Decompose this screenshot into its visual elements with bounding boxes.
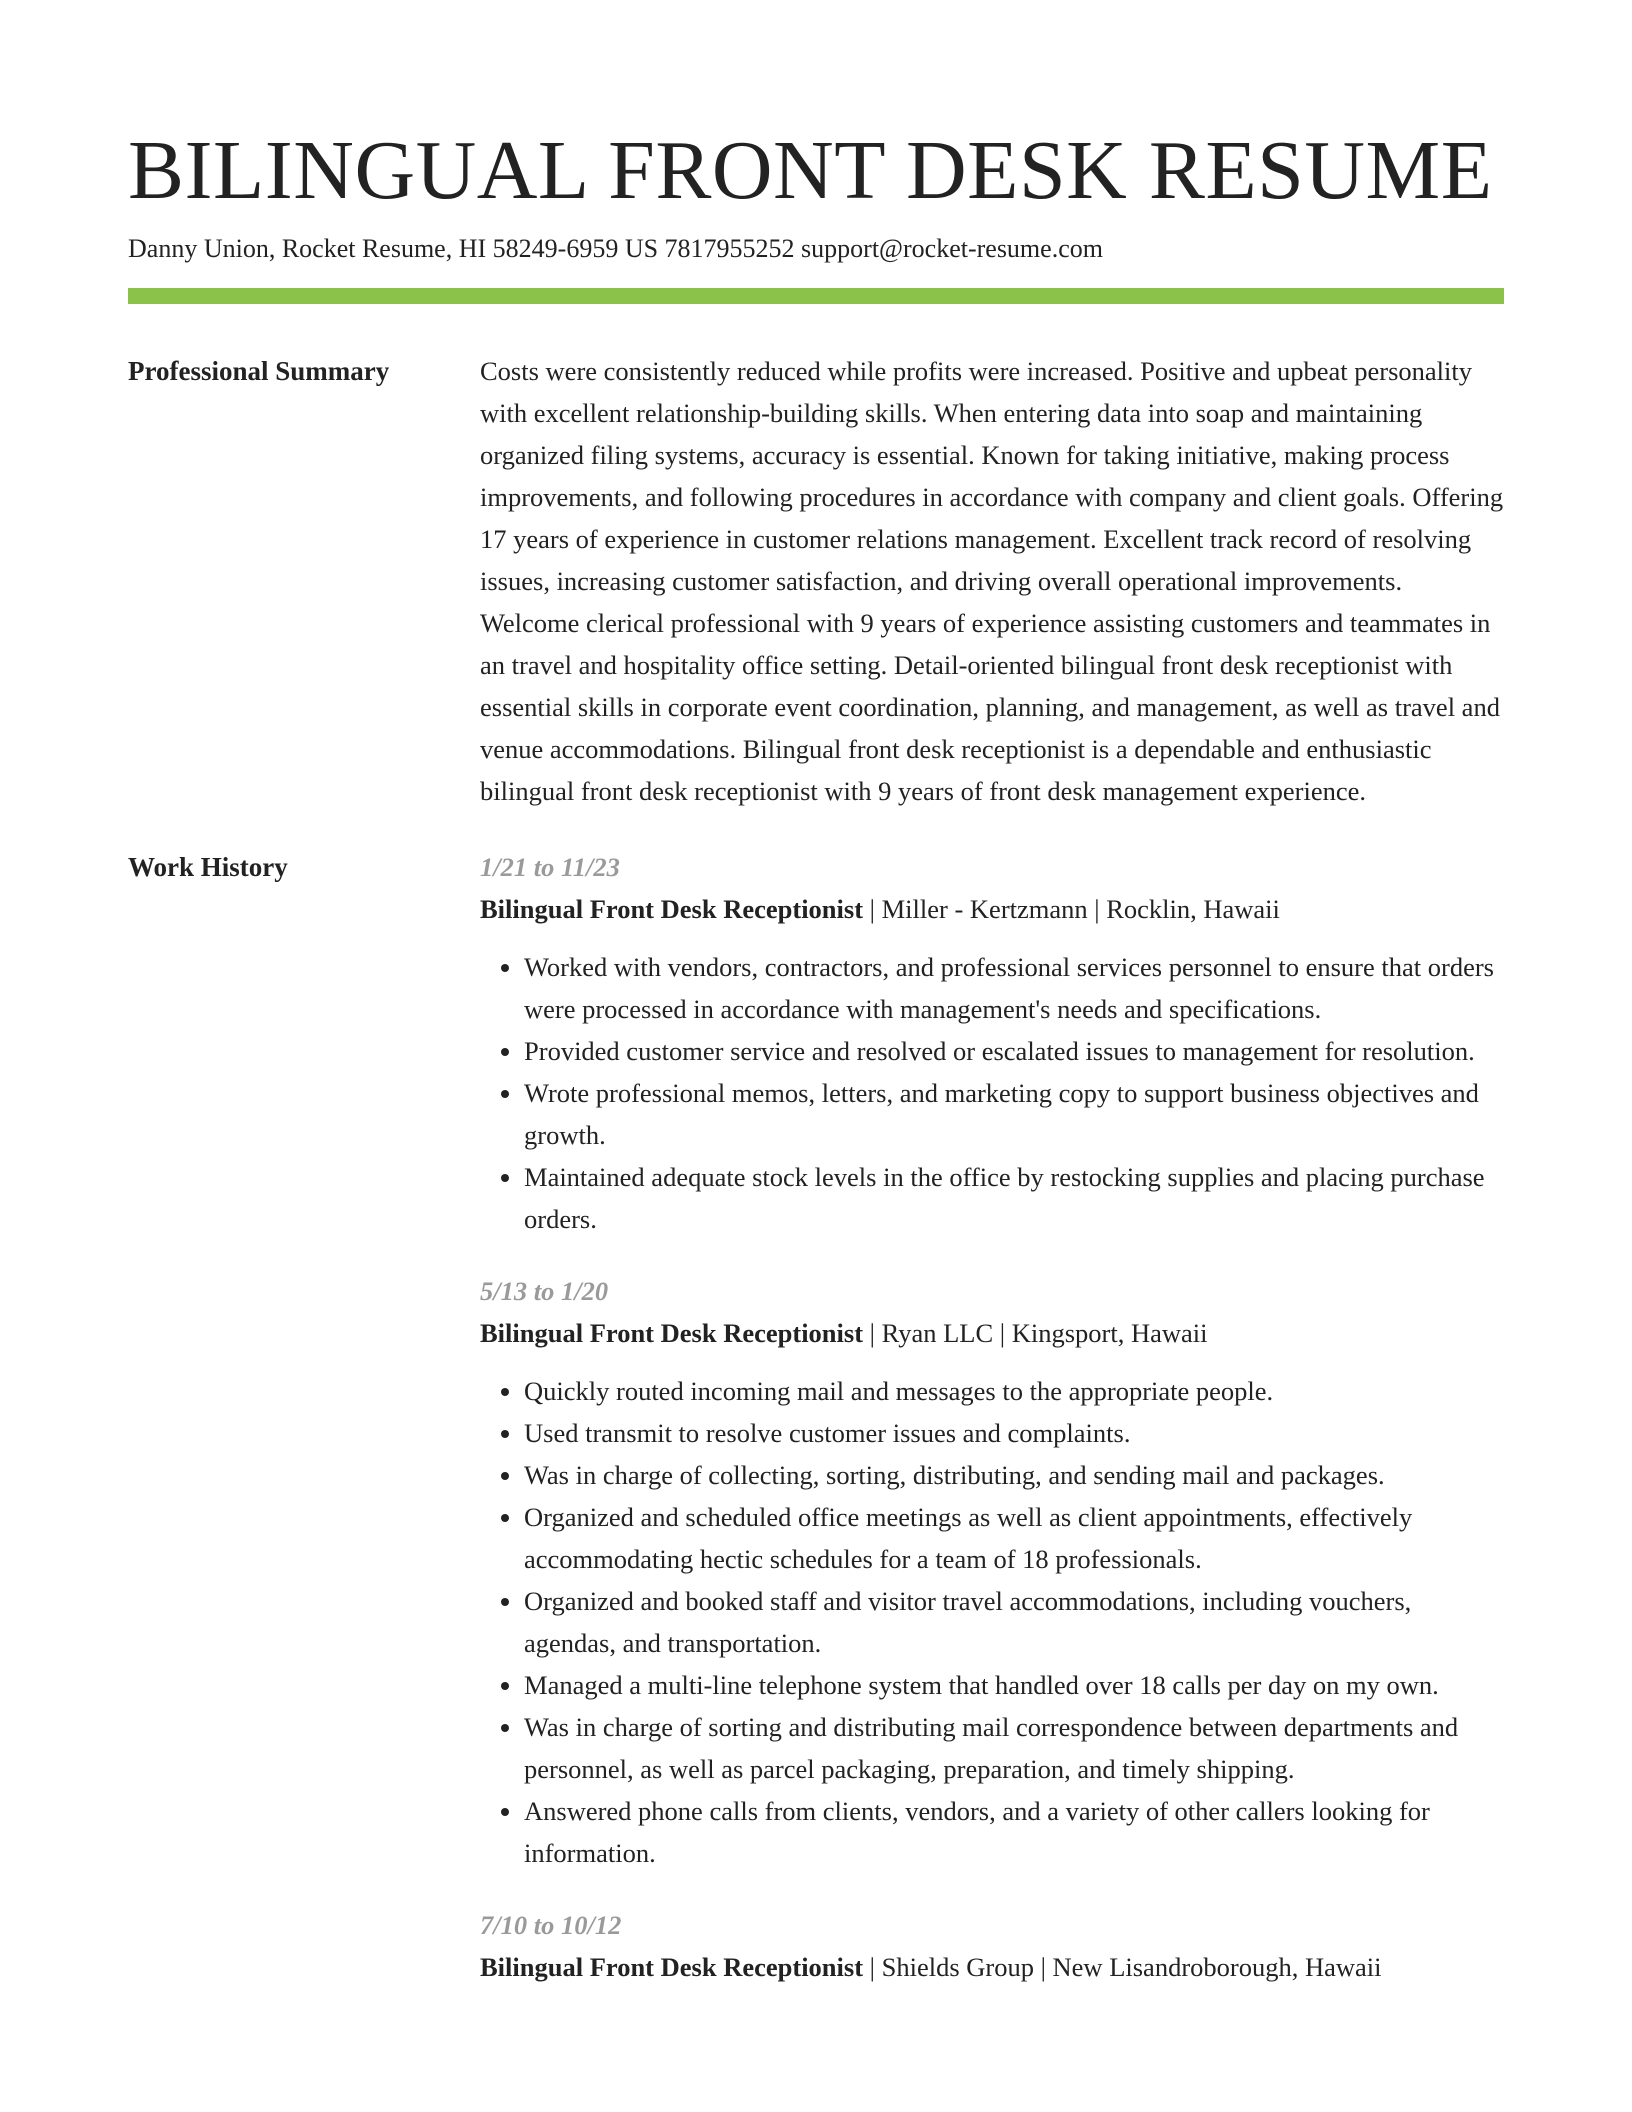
jobs-list	[480, 846, 1504, 2018]
job-heading	[480, 1312, 1504, 1354]
work-history-section	[128, 846, 1504, 2018]
job-heading	[480, 888, 1504, 930]
job-bullets	[480, 946, 1504, 1240]
job-dates: 5/13 to 1/20	[480, 1276, 609, 1306]
job-entry	[480, 1904, 1504, 1988]
job-employer-location: | Ryan LLC | Kingsport, Hawaii	[863, 1318, 1208, 1348]
section-label-work-history: Work History	[128, 852, 288, 882]
job-bullet: • Maintained adequate stock levels in the office by restocking supplies and placing purchase orders.	[524, 1156, 1504, 1240]
job-bullet: • Worked with vendors, contractors, and professional services personnel to ensure that orders were processed in accordance with management's needs and specifications.	[524, 946, 1504, 1030]
job-title: Bilingual Front Desk Receptionist	[480, 894, 864, 924]
job-entry	[480, 846, 1504, 1240]
job-bullet: • Wrote professional memos, letters, and marketing copy to support business objectives and growth.	[524, 1072, 1504, 1156]
job-dates: 7/10 to 10/12	[480, 1910, 622, 1940]
resume-page	[128, 0, 1504, 2018]
job-bullet: • Answered phone calls from clients, vendors, and a variety of other callers looking for information.	[524, 1790, 1504, 1874]
job-entry	[480, 1270, 1504, 1874]
job-bullet: • Organized and booked staff and visitor travel accommodations, including vouchers, agendas, and transportation.	[524, 1580, 1504, 1664]
job-bullet: • Managed a multi-line telephone system that handled over 18 calls per day on my own.	[524, 1664, 1504, 1706]
job-title: Bilingual Front Desk Receptionist	[480, 1952, 864, 1982]
job-dates: 1/21 to 11/23	[480, 852, 620, 882]
job-bullet: • Was in charge of sorting and distributing mail correspondence between departments and personnel, as well as parcel packaging, preparation, and timely shipping.	[524, 1706, 1504, 1790]
job-bullet: • Provided customer service and resolved or escalated issues to management for resolution.	[524, 1030, 1504, 1072]
job-bullet: • Organized and scheduled office meetings as well as client appointments, effectively accommodating hectic schedules for a team of 18 professionals.	[524, 1496, 1504, 1580]
job-heading	[480, 1946, 1504, 1988]
job-bullet: • Used transmit to resolve customer issues and complaints.	[524, 1412, 1504, 1454]
professional-summary-section	[128, 350, 1504, 812]
job-bullet: • Was in charge of collecting, sorting, distributing, and sending mail and packages.	[524, 1454, 1504, 1496]
section-label-summary: Professional Summary	[128, 356, 390, 386]
job-bullets	[480, 1370, 1504, 1874]
job-employer-location: | Miller - Kertzmann | Rocklin, Hawaii	[863, 894, 1280, 924]
job-bullet: • Quickly routed incoming mail and messages to the appropriate people.	[524, 1370, 1504, 1412]
contact-line: Danny Union, Rocket Resume, HI 58249-6959 US 7817955252 support@rocket-resume.com	[128, 234, 1103, 263]
job-title: Bilingual Front Desk Receptionist	[480, 1318, 864, 1348]
accent-divider	[128, 288, 1504, 304]
job-employer-location: | Shields Group | New Lisandroborough, Hawaii	[863, 1952, 1382, 1982]
summary-text: Costs were consistently reduced while profits were increased. Positive and upbeat personality with excellent relationship-building skills. When entering data into soap and maintaining organized filing systems, accuracy is essential. Known for taking initiative, making process improvements, and following procedures in accordance with company and client goals. Offering 17 years of experience in customer relations management. Excellent track record of resolving issues, increasing customer satisfaction, and driving overall operational improvements. Welcome clerical professional with 9 years of experience assisting customers and teammates in an travel and hospitality office setting. Detail-oriented bilingual front desk receptionist with essential skills in corporate event coordination, planning, and management, as well as travel and venue accommodations. Bilingual front desk receptionist is a dependable and enthusiastic bilingual front desk receptionist with 9 years of front desk management experience.	[480, 356, 1504, 806]
resume-title: BILINGUAL FRONT DESK RESUME	[128, 124, 1493, 217]
